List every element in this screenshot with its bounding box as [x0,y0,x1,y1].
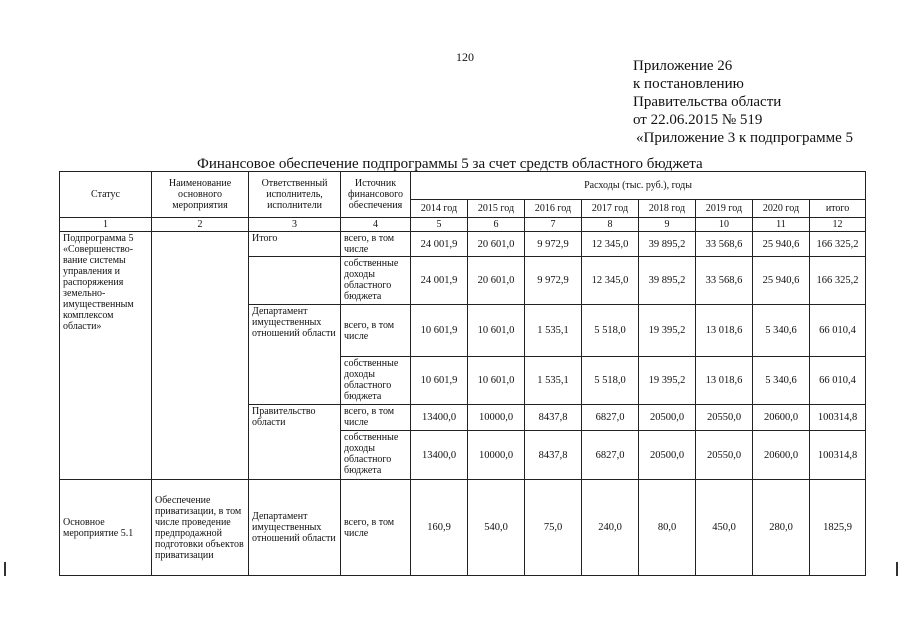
column-numbers-row [60,218,866,232]
value-cell: 25 940,6 [753,257,810,305]
column-number: 12 [810,218,866,232]
value-cell: 6827,0 [582,405,639,431]
value-cell: 20500,0 [639,431,696,480]
value-cell: 540,0 [468,480,525,576]
value-cell: 8437,8 [525,405,582,431]
value-cell: 12 345,0 [582,232,639,257]
value-cell: 5 340,6 [753,357,810,405]
value-cell: 20 601,0 [468,257,525,305]
appendix-line: «Приложение 3 к подпрограмме 5 [636,130,854,146]
total-cell: 1825,9 [810,480,866,576]
executor-cell: Правительство области [249,405,341,480]
value-cell: 39 895,2 [639,232,696,257]
value-cell: 39 895,2 [639,257,696,305]
page-number: 120 [456,50,474,64]
column-number: 2 [152,218,249,232]
value-cell: 13400,0 [411,405,468,431]
header-source: Источник финансового обеспечения [341,172,411,218]
value-cell: 20500,0 [639,405,696,431]
total-cell: 166 325,2 [810,257,866,305]
table-title: Финансовое обеспечение подпрограммы 5 за счет средств областного бюджета [197,156,703,172]
value-cell: 5 340,6 [753,305,810,357]
value-cell: 20550,0 [696,405,753,431]
header-executor: Ответственный исполнитель, исполнители [249,172,341,218]
table-row [60,232,866,257]
status-cell: Подпрограмма 5 «Совершенство-вание системы управления и распоряжения земельно-имущественным комплексом области» [60,232,152,480]
total-cell: 66 010,4 [810,357,866,405]
appendix-line: к постановлению [633,76,744,92]
executor-cell: Итого [249,232,341,257]
value-cell: 160,9 [411,480,468,576]
value-cell: 13400,0 [411,431,468,480]
source-cell: всего, в том числе [341,405,411,431]
value-cell: 10 601,0 [468,305,525,357]
column-number: 1 [60,218,152,232]
value-cell: 280,0 [753,480,810,576]
value-cell: 10000,0 [468,405,525,431]
header-year: 2019 год [696,200,753,218]
value-cell: 10 601,0 [468,357,525,405]
value-cell: 13 018,6 [696,305,753,357]
value-cell: 33 568,6 [696,257,753,305]
appendix-reference [633,57,853,147]
header-year: 2016 год [525,200,582,218]
header-total: итого [810,200,866,218]
total-cell: 166 325,2 [810,232,866,257]
value-cell: 75,0 [525,480,582,576]
column-number: 10 [696,218,753,232]
source-cell: всего, в том числе [341,232,411,257]
header-status: Статус [60,172,152,218]
column-number: 11 [753,218,810,232]
value-cell: 1 535,1 [525,305,582,357]
main-event-cell [152,232,249,480]
scan-edge-mark [896,562,898,576]
table-row [60,480,866,576]
value-cell: 10 601,9 [411,305,468,357]
value-cell: 5 518,0 [582,305,639,357]
value-cell: 20 601,0 [468,232,525,257]
value-cell: 20600,0 [753,431,810,480]
column-number: 7 [525,218,582,232]
column-number: 4 [341,218,411,232]
value-cell: 20600,0 [753,405,810,431]
appendix-line: от 22.06.2015 № 519 [633,112,763,128]
value-cell: 19 395,2 [639,357,696,405]
header-year: 2015 год [468,200,525,218]
status-cell: Основное мероприятие 5.1 [60,480,152,576]
total-cell: 100314,8 [810,405,866,431]
column-number: 8 [582,218,639,232]
header-row [60,172,866,200]
value-cell: 24 001,9 [411,232,468,257]
value-cell: 33 568,6 [696,232,753,257]
value-cell: 80,0 [639,480,696,576]
executor-cell: Департамент имущественных отношений области [249,305,341,405]
column-number: 3 [249,218,341,232]
column-number: 5 [411,218,468,232]
value-cell: 450,0 [696,480,753,576]
value-cell: 12 345,0 [582,257,639,305]
value-cell: 10 601,9 [411,357,468,405]
source-cell: собственные доходы областного бюджета [341,357,411,405]
value-cell: 9 972,9 [525,232,582,257]
executor-cell [249,257,341,305]
value-cell: 24 001,9 [411,257,468,305]
header-year: 2014 год [411,200,468,218]
value-cell: 13 018,6 [696,357,753,405]
value-cell: 1 535,1 [525,357,582,405]
column-number: 6 [468,218,525,232]
total-cell: 66 010,4 [810,305,866,357]
source-cell: собственные доходы областного бюджета [341,431,411,480]
source-cell: всего, в том числе [341,305,411,357]
main-event-cell: Обеспечение приватизации, в том числе проведение предпродажной подготовки объектов приватизации [152,480,249,576]
header-main-event: Наименование основного мероприятия [152,172,249,218]
value-cell: 20550,0 [696,431,753,480]
total-cell: 100314,8 [810,431,866,480]
appendix-line: Приложение 26 [633,58,733,74]
source-cell: всего, в том числе [341,480,411,576]
financing-table [59,171,866,576]
value-cell: 25 940,6 [753,232,810,257]
executor-cell: Департамент имущественных отношений области [249,480,341,576]
header-expenses: Расходы (тыс. руб.), годы [411,172,866,200]
scan-edge-mark [4,562,6,576]
value-cell: 240,0 [582,480,639,576]
value-cell: 8437,8 [525,431,582,480]
header-year: 2017 год [582,200,639,218]
value-cell: 9 972,9 [525,257,582,305]
value-cell: 10000,0 [468,431,525,480]
column-number: 9 [639,218,696,232]
source-cell: собственные доходы областного бюджета [341,257,411,305]
value-cell: 6827,0 [582,431,639,480]
header-year: 2018 год [639,200,696,218]
appendix-line: Правительства области [633,94,782,110]
header-year: 2020 год [753,200,810,218]
value-cell: 5 518,0 [582,357,639,405]
value-cell: 19 395,2 [639,305,696,357]
